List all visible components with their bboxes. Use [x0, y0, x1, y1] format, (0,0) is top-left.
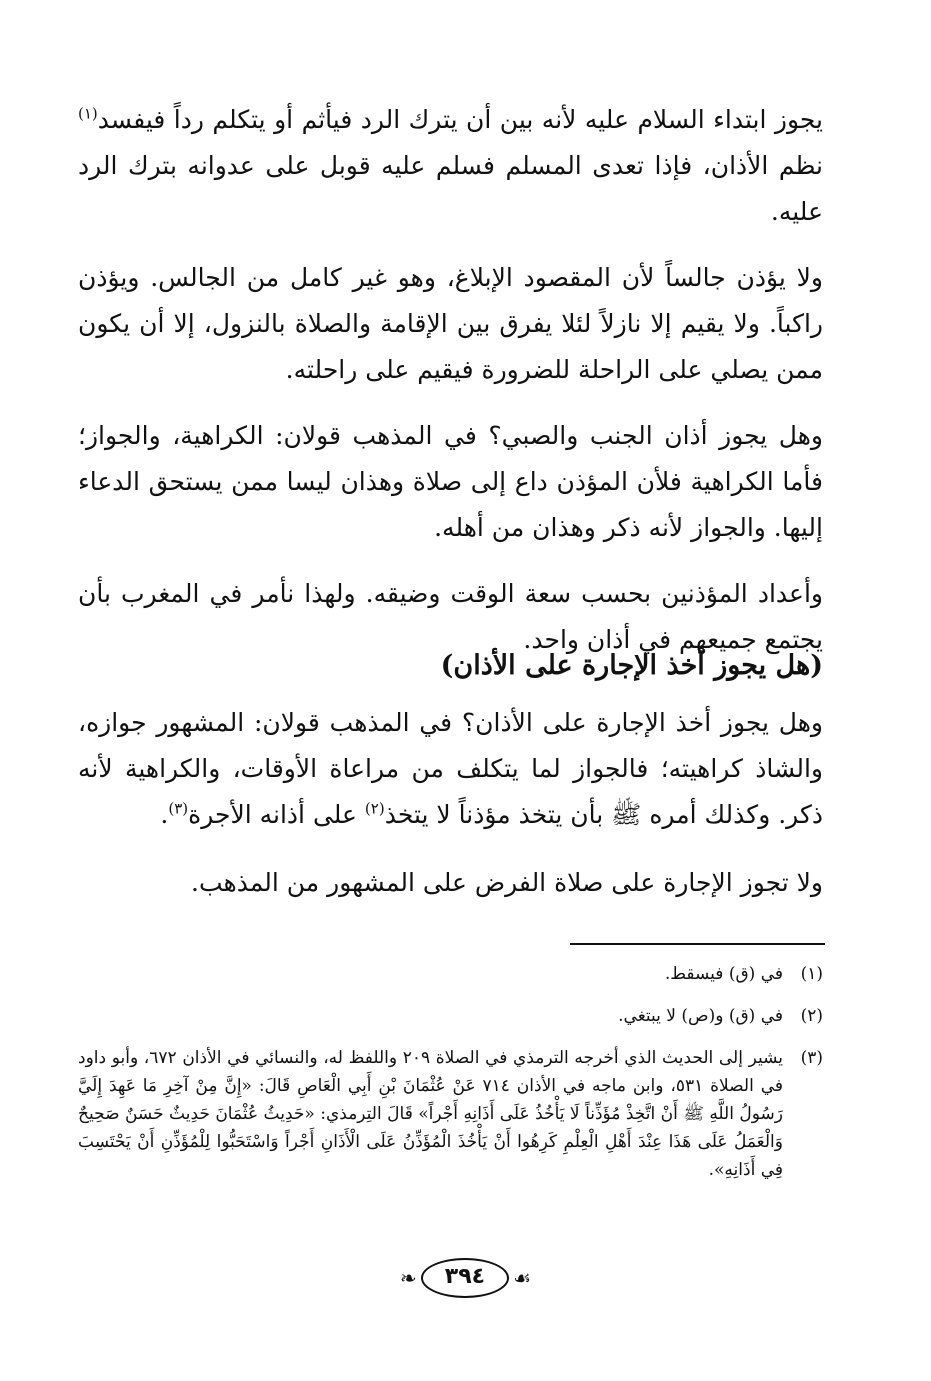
section-paragraph-1: [78, 700, 823, 838]
paragraph-4: وأعداد المؤذنين بحسب سعة الوقت وضيقه. ولهذا نأمر في المغرب بأن يجتمع جميعهم في أذان واحد.: [78, 579, 823, 654]
ornament-right-icon: ❧: [400, 1266, 417, 1290]
footnote-ref-1[interactable]: (١): [78, 104, 98, 123]
paragraph-1-text-a: يجوز ابتداء السلام عليه لأنه بين أن يترك الرد فيأثم أو يتكلم رداً فيفسد: [97, 105, 823, 134]
page-number-area: [0, 1258, 931, 1298]
footnote-1: [78, 960, 823, 988]
paragraph-3: وهل يجوز أذان الجنب والصبي؟ في المذهب قولان: الكراهية، والجواز؛ فأما الكراهية فلأن المؤذن داع إلى صلاة وهذان ليسا ممن يستحق الدعاء إليها. والجواز لأنه ذكر وهذان من أهله.: [78, 421, 823, 542]
footnote-2-text: في (ق) و(ص) لا يبتغي.: [618, 1006, 783, 1026]
body-text-top: [78, 97, 823, 663]
page-number: ٣٩٤: [421, 1258, 509, 1298]
footnote-1-number: (١): [800, 964, 823, 984]
section-paragraph-1-text-a: وهل يجوز أخذ الإجارة على الأذان؟ في المذهب قولان: المشهور جوازه، والشاذ كراهيته؛ فالجواز لما يتكلف من مراعاة الأوقات، والكراهية لأنه ذكر. وكذلك أمره ﷺ بأن يتخذ مؤذناً لا يتخذ: [78, 708, 823, 829]
footnote-3-text: يشير إلى الحديث الذي أخرجه الترمذي في الصلاة ٢٠٩ واللفظ له، والنسائي في الأذان ٦٧٢، وأبو داود في الصلاة ٥٣١، وابن ماجه في الأذان ٧١٤ عَنْ عُثْمَانَ بْنِ أَبِي الْعَاصِ قَالَ: «إِنَّ مِنْ آخِرِ مَا عَهِدَ إِلَيَّ رَسُولُ اللَّهِ ﷺ أَنْ اتَّخِذْ مُؤَذِّناً لَا يَأْخُذُ عَلَى أَذَانِهِ أَجْراً» قَالَ التِرمذي: «حَدِيثُ عُثْمَانَ حَدِيثٌ حَسَنٌ صَحِيحٌ وَالْعَمَلُ عَلَى هَذَا عِنْدَ أَهْلِ الْعِلْمِ كَرِهُوا أَنْ يَأْخُذَ الْمُؤَذِّنُ عَلَى الْأَذَانِ أَجْراً وَاسْتَحَبُّوا لِلْمُؤَذِّنِ أَنْ يَحْتَسِبَ فِي أَذَانِهِ».: [78, 1048, 783, 1180]
ornament-left-icon: ☙: [513, 1266, 531, 1290]
footnote-divider: [570, 943, 825, 945]
body-text-section: [78, 700, 823, 906]
footnote-3-number: (٣): [800, 1048, 823, 1068]
paragraph-1: [78, 97, 823, 235]
paragraph-2: ولا يؤذن جالساً لأن المقصود الإبلاغ، وهو غير كامل من الجالس. ويؤذن راكباً. ولا يقيم إلا نازلاً لئلا يفرق بين الإقامة والصلاة بالنزول، إلا أن يكون ممن يصلي على الراحلة للضرورة فيقيم على راحلته.: [78, 263, 823, 384]
footnote-3: [78, 1044, 823, 1184]
section-heading: (هل يجوز أخذ الإجارة على الأذان): [440, 650, 823, 681]
footnote-ref-3[interactable]: (٣): [168, 799, 189, 818]
footnote-2-number: (٢): [800, 1006, 823, 1026]
paragraph-1-text-b: نظم الأذان، فإذا تعدى المسلم فسلم عليه قوبل على عدوانه بترك الرد عليه.: [78, 151, 823, 226]
footnote-ref-2[interactable]: (٢): [364, 799, 385, 818]
section-paragraph-1-text-c: .: [160, 800, 169, 829]
footnote-2: [78, 1002, 823, 1030]
section-paragraph-2: ولا تجوز الإجارة على صلاة الفرض على المشهور من المذهب.: [191, 868, 823, 897]
footnote-1-text: في (ق) فيسقط.: [664, 964, 783, 984]
section-paragraph-1-text-b: على أذانه الأجرة: [188, 800, 365, 829]
